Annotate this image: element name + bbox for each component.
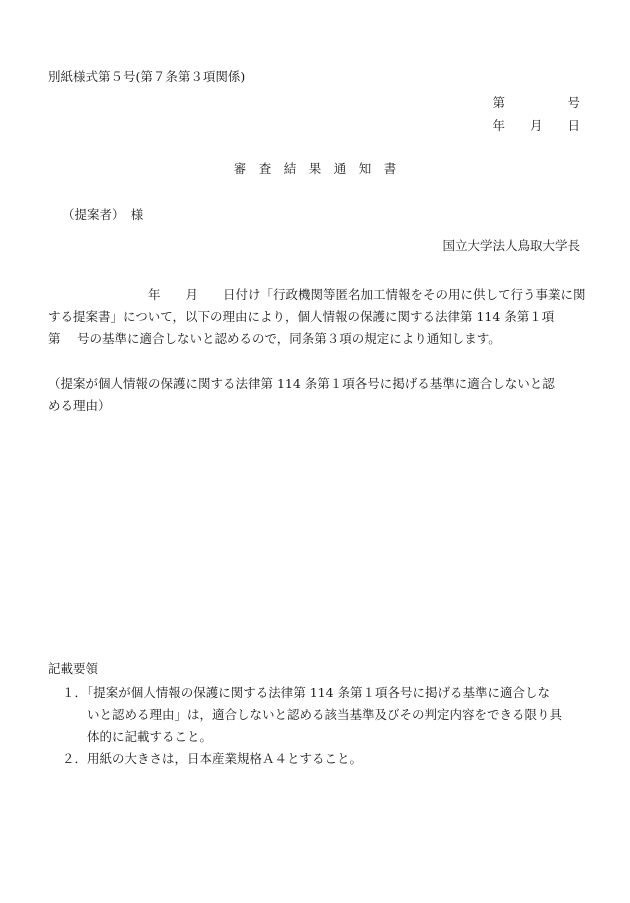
note-item-line: いと認める理由」は，適合しないと認める該当基準及びその判定内容をできる限り具 <box>62 707 563 722</box>
date-line: 年 月 日 <box>492 118 580 133</box>
notes-heading: 記載要領 <box>48 661 99 676</box>
note-item-line: １．「提案が個人情報の保護に関する法律第 114 条第１項各号に掲げる基準に適合しな <box>62 685 551 700</box>
document-number-line: 第 号 <box>492 95 580 110</box>
reason-heading-line: める理由） <box>48 398 111 413</box>
addressee: （提案者） 様 <box>62 207 144 222</box>
reason-heading-line: （提案が個人情報の保護に関する法律第 114 条第１項各号に掲げる基準に適合しないと認 <box>48 376 555 391</box>
body-line: する提案書」について，以下の理由により，個人情報の保護に関する法律第 114 条第１項 <box>48 309 555 324</box>
body-line: 年 月 日付け「行政機関等匿名加工情報をその用に供して行う事業に関 <box>48 287 586 302</box>
issuer-name: 国立大学法人鳥取大学長 <box>442 238 580 253</box>
form-label: 別紙様式第５号(第７条第３項関係) <box>48 69 246 84</box>
note-item-line: 体的に記載すること。 <box>62 729 213 744</box>
page-title: 審 査 結 果 通 知 書 <box>233 161 397 176</box>
note-item-line: ２．用紙の大きさは，日本産業規格Ａ４とすること。 <box>62 751 363 766</box>
body-line: 第 号の基準に適合しないと認めるので，同条第３項の規定により通知します。 <box>48 331 501 346</box>
